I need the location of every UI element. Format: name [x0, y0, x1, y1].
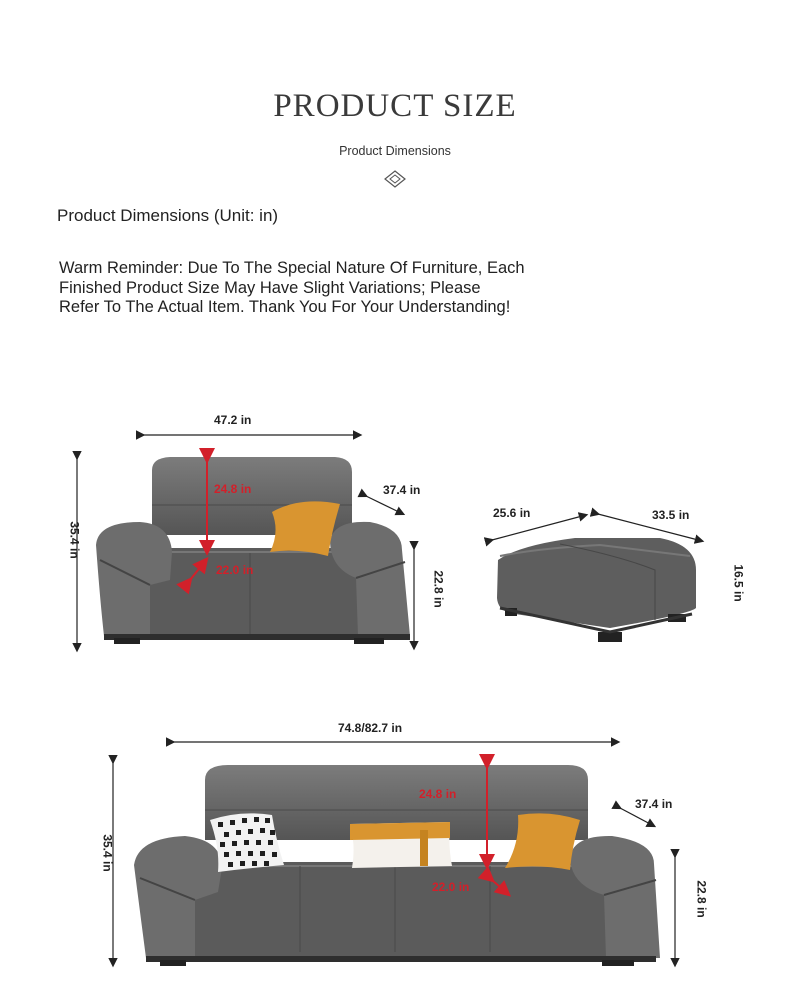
ottoman-image	[497, 538, 696, 642]
sofa-arm-height-label: 22.8 in	[694, 880, 709, 918]
armchair-seat-depth-label: 22.0 in	[216, 563, 254, 577]
armchair-depth-label: 37.4 in	[383, 483, 421, 497]
ottoman-height-label: 16.5 in	[731, 564, 746, 602]
sofa-image	[134, 765, 660, 966]
armchair-height-label: 35.4 in	[67, 521, 82, 559]
ottoman-width-label: 25.6 in	[493, 506, 531, 520]
reminder-line: Warm Reminder: Due To The Special Nature Of Furniture, Each	[59, 259, 525, 277]
armchair-back-height-label: 24.8 in	[214, 482, 252, 496]
ottoman-length-label: 33.5 in	[652, 508, 690, 522]
sofa-height-label: 35.4 in	[100, 834, 115, 872]
sofa-depth-label: 37.4 in	[635, 797, 673, 811]
page-subtitle: Product Dimensions	[339, 144, 451, 158]
page-title: PRODUCT SIZE	[273, 88, 517, 124]
armchair-width-label: 47.2 in	[214, 413, 252, 427]
sofa-width-label: 74.8/82.7 in	[338, 721, 403, 735]
armchair-depth-arrow	[366, 496, 403, 514]
sofa-seat-depth-label: 22.0 in	[432, 880, 470, 894]
dimensions-heading: Product Dimensions (Unit: in)	[57, 206, 279, 225]
sofa-back-height-label: 24.8 in	[419, 787, 457, 801]
reminder-line: Finished Product Size May Have Slight Variations; Please	[59, 278, 481, 297]
armchair-arm-height-label: 22.8 in	[431, 570, 446, 608]
armchair-image	[96, 457, 410, 644]
reminder-line: Refer To The Actual Item. Thank You For Your Understanding!	[59, 298, 511, 316]
